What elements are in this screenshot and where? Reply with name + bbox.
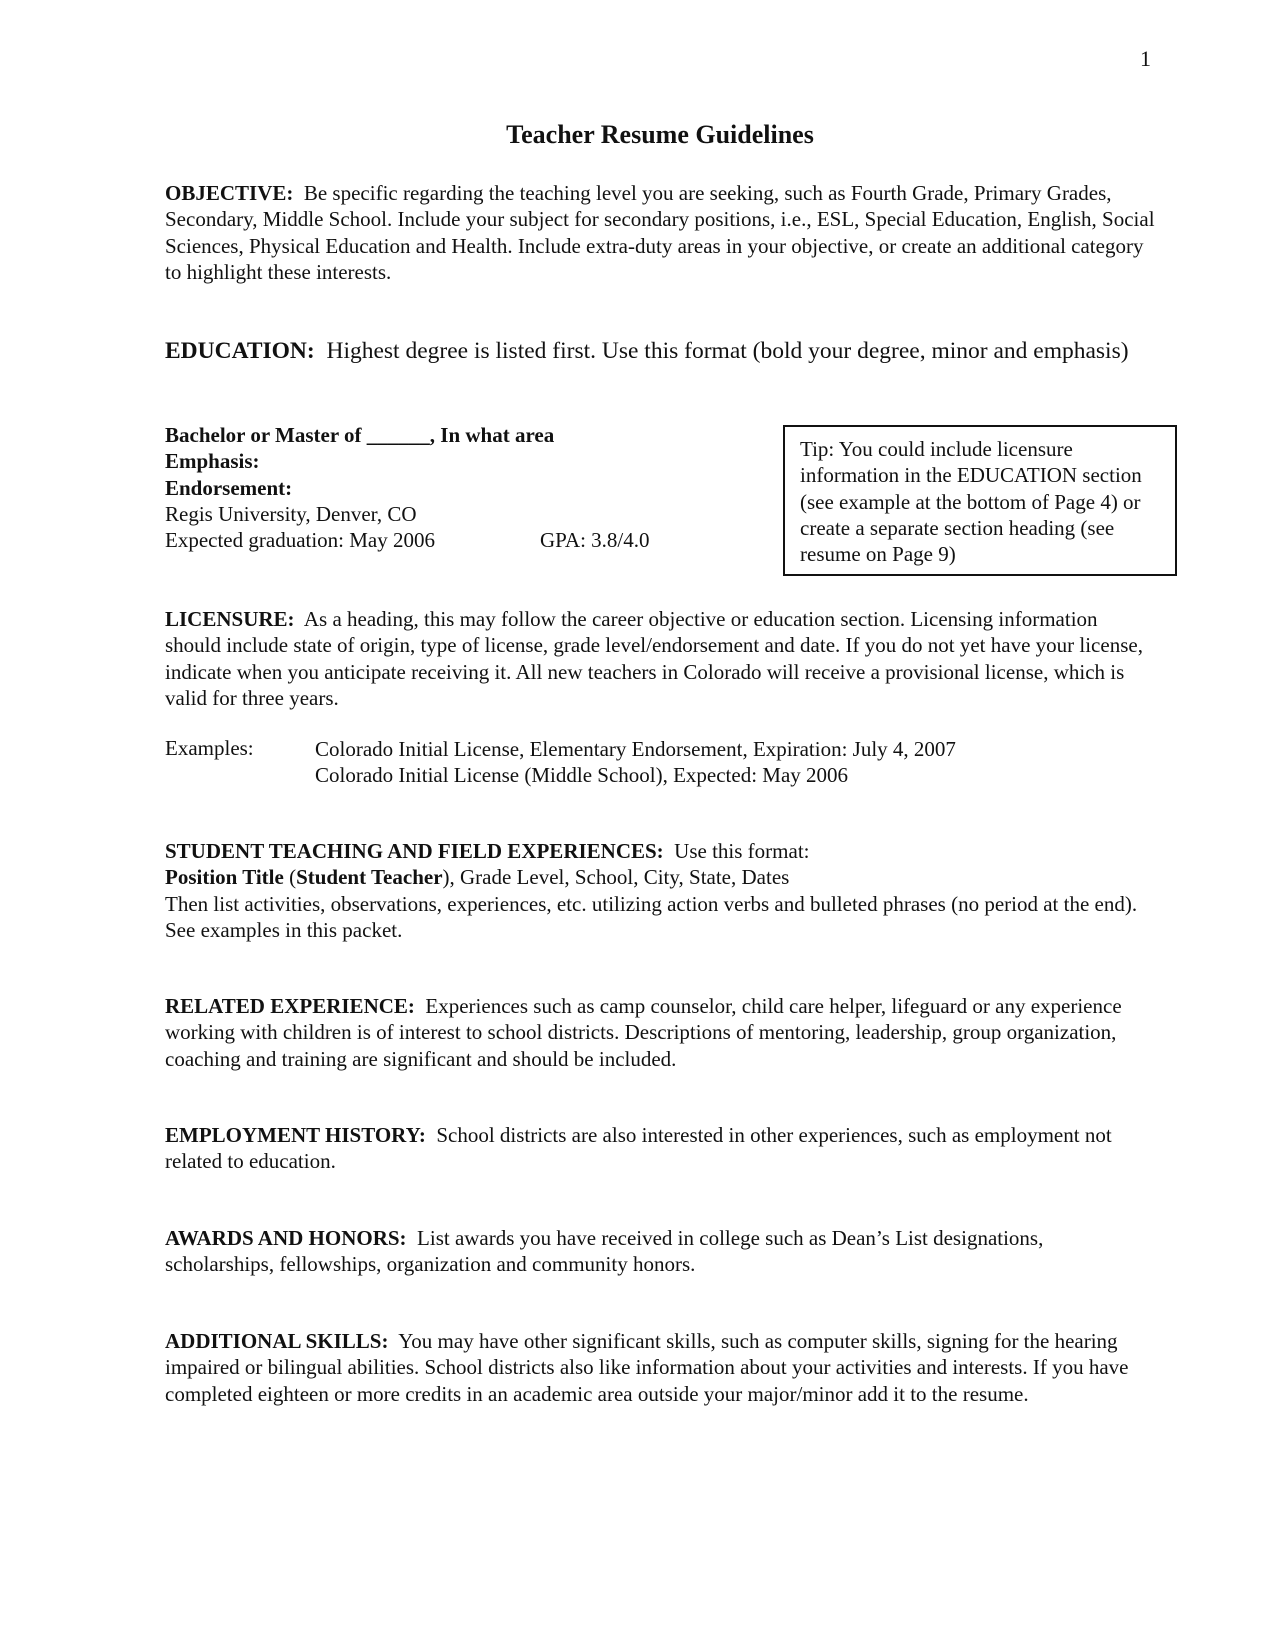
employment-history-heading: EMPLOYMENT HISTORY: xyxy=(165,1123,426,1147)
gpa-value: GPA: 3.8/4.0 xyxy=(540,528,650,552)
additional-skills-section xyxy=(165,1328,1155,1407)
additional-skills-text: You may have other significant skills, such as computer skills, signing for the hearing impaired or bilingual abilities. School districts also like information about your activities and interests. If you have completed eighteen or more credits in an academic area outside your major/minor add it to the resume. xyxy=(165,1329,1129,1406)
objective-heading: OBJECTIVE: xyxy=(165,181,294,205)
employment-history-section xyxy=(165,1122,1155,1175)
education-text: Highest degree is listed first. Use this format (bold your degree, minor and emphasis) xyxy=(326,338,1129,364)
emphasis-line: Emphasis: xyxy=(165,449,260,474)
employment-history-text: School districts are also interested in other experiences, such as employment not related to education. xyxy=(165,1123,1112,1174)
additional-skills-heading: ADDITIONAL SKILLS: xyxy=(165,1329,389,1353)
awards-text: List awards you have received in college such as Dean’s List designations, scholarships, fellowships, organization and community honors. xyxy=(165,1226,1044,1277)
objective-text: Be specific regarding the teaching level you are seeking, such as Fourth Grade, Primary Grades, Secondary, Middle School. Include your subject for secondary positions, i.e., ESL, Special Education, English, Social Sciences, Physical Education and Health. Include extra-duty areas in your objective, or create an additional category to highlight these interests. xyxy=(165,181,1155,284)
licensure-text: As a heading, this may follow the career objective or education section. Licensing information should include state of origin, type of license, grade level/endorsement and date. If you do not yet have your license, indicate when you anticipate receiving it. All new teachers in Colorado will receive a provisional license, which is valid for three years. xyxy=(165,607,1143,710)
student-teaching-instructions: Then list activities, observations, experiences, etc. utilizing action verbs and bulleted phrases (no period at the end). See examples in this packet. xyxy=(165,891,1138,942)
related-experience-text: Experiences such as camp counselor, child care helper, lifeguard or any experience working with children is of interest to school districts. Descriptions of mentoring, leadership, group organization, coaching and training are significant and should be included. xyxy=(165,994,1122,1071)
page-number: 1 xyxy=(1140,46,1151,71)
awards-heading: AWARDS AND HONORS: xyxy=(165,1226,407,1250)
degree-line: Bachelor or Master of ______, In what area xyxy=(165,423,555,447)
related-experience-heading: RELATED EXPERIENCE: xyxy=(165,994,415,1018)
school-line: Regis University, Denver, CO xyxy=(165,501,417,526)
page-title: Teacher Resume Guidelines xyxy=(506,120,814,149)
graduation-line: Expected graduation: May 2006 xyxy=(165,528,436,553)
tip-box: Tip: You could include licensure information in the EDUCATION section (see example at the bottom of Page 4) or create a separate section heading (see resume on Page 9) xyxy=(783,425,1177,576)
awards-section xyxy=(165,1225,1155,1278)
example-item: Colorado Initial License, Elementary Endorsement, Expiration: July 4, 2007 xyxy=(315,737,956,761)
licensure-section xyxy=(165,606,1155,711)
education-format-block xyxy=(165,422,554,553)
licensure-heading: LICENSURE: xyxy=(165,607,295,631)
education-heading: EDUCATION: xyxy=(165,338,315,364)
student-teaching-heading: STUDENT TEACHING AND FIELD EXPERIENCES: xyxy=(165,839,664,863)
education-section xyxy=(165,337,1155,365)
student-teaching-section xyxy=(165,838,1155,943)
student-teaching-text: Use this format: xyxy=(674,839,810,863)
objective-section xyxy=(165,180,1155,285)
examples-list xyxy=(315,736,956,789)
example-item: Colorado Initial License (Middle School), Expected: May 2006 xyxy=(315,763,849,788)
endorsement-line: Endorsement: xyxy=(165,475,293,500)
examples-label: Examples: xyxy=(165,736,254,760)
position-format-line: Position Title (Student Teacher), Grade Level, School, City, State, Dates xyxy=(165,865,790,890)
related-experience-section xyxy=(165,993,1155,1072)
